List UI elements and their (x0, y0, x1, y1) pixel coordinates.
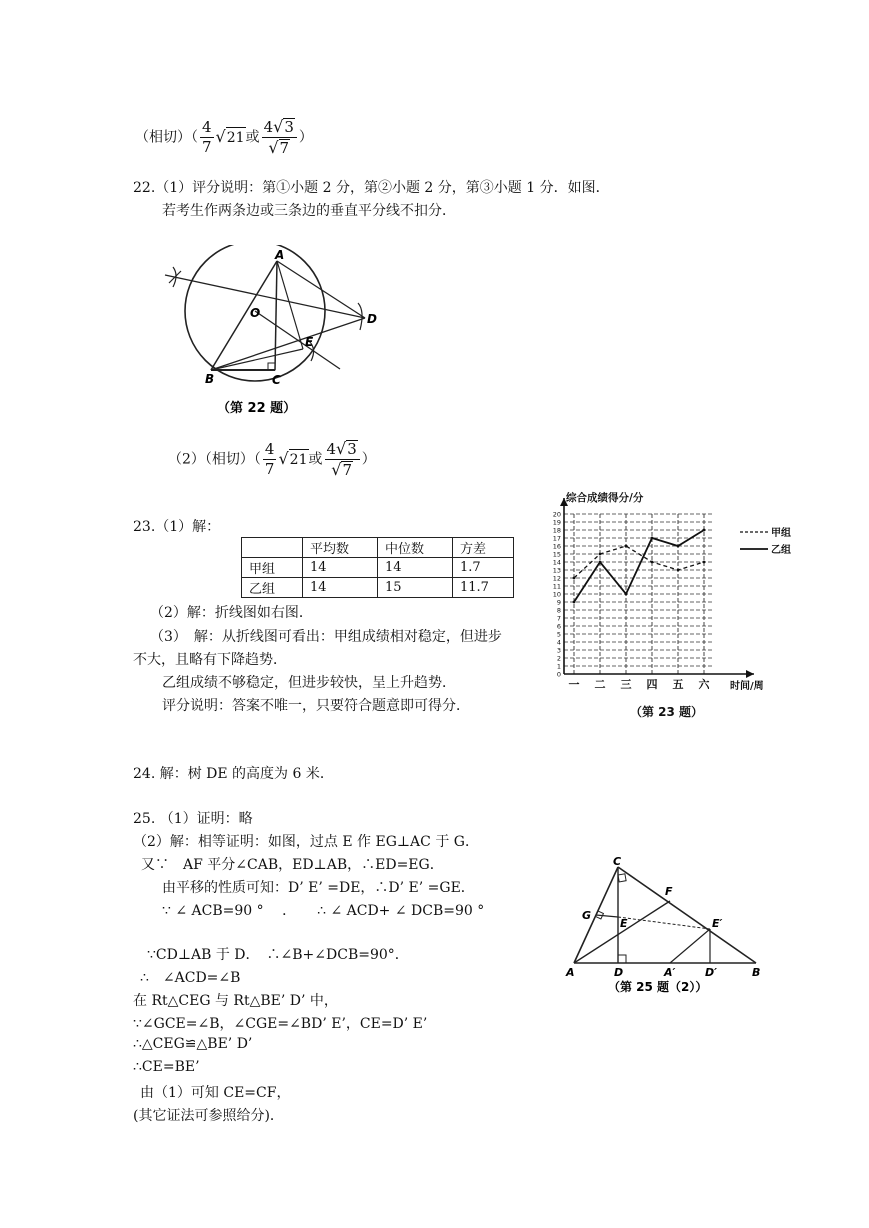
q22-caption: （第 22 题） (217, 401, 297, 416)
legend-label: 甲组 (771, 528, 791, 539)
q25-line-8: 在 Rt△CEG 与 Rt△BE’ D’ 中， (133, 993, 338, 1009)
data-point (651, 561, 654, 564)
label-c: C (613, 855, 622, 868)
y-tick-label: 11 (552, 582, 561, 591)
y-tick-label: 1 (556, 662, 561, 671)
radical-sign: √ (215, 126, 226, 146)
table-cell: 11.7 (453, 578, 514, 598)
q25-line-7: ∴ ∠ACD=∠B (140, 970, 241, 986)
q24-answer: 24. 解：树 DE 的高度为 6 米． (133, 766, 334, 782)
y-tick-label: 0 (556, 670, 561, 679)
table-cell: 1.7 (453, 558, 514, 578)
or-word: 或 (245, 129, 260, 146)
radicand-21: 21 (226, 127, 246, 148)
q25-line-10: ∴△CEG≌△BE’ D’ (133, 1036, 253, 1052)
q23-head: 23.（1）解： (133, 519, 221, 535)
data-point (573, 577, 576, 580)
q25-caption: （第 25 题（2）） (608, 980, 708, 994)
fraction-4root3-root7-b: $\frac{4√3}{√7}$ (325, 440, 360, 479)
data-point (703, 529, 706, 532)
x-axis-arrow (746, 670, 754, 678)
y-tick-label: 5 (556, 630, 561, 639)
data-point (599, 553, 602, 556)
label-e-prime: E′ (712, 917, 723, 930)
table-cell: 15 (378, 578, 453, 598)
y-tick-label: 9 (556, 598, 561, 607)
label-d-prime: D′ (705, 966, 718, 979)
data-point (677, 545, 680, 548)
chart-axes (560, 498, 754, 678)
q23-stats-table (241, 537, 514, 598)
q23-part3-line2: 不大，且略有下降趋势． (133, 652, 287, 668)
q25-line-11: ∴CE=BE’ (133, 1059, 200, 1075)
label-o: O (250, 306, 261, 320)
y-tick-label: 6 (556, 622, 561, 631)
tangent-suffix: ） (298, 129, 313, 146)
q23-line-chart (540, 488, 820, 728)
fraction-4-7-b: $\frac{4}{7}$ (264, 440, 275, 478)
y-tick-label: 2 (556, 654, 561, 663)
label-e: E (305, 335, 314, 349)
label-a: A (566, 966, 575, 979)
q22-part2-suffix: ） (361, 451, 376, 468)
x-tick-label: 三 (620, 678, 632, 691)
legend-label: 乙组 (771, 545, 791, 556)
q22-part2-prefix: （2）（相切）（ (168, 451, 261, 468)
x-tick-label: 六 (698, 678, 710, 691)
y-tick-label: 17 (552, 534, 561, 543)
table-cell: 甲组 (242, 558, 303, 578)
data-point (625, 545, 628, 548)
chart-labels (553, 491, 791, 719)
y-tick-label: 12 (552, 574, 561, 583)
q25-line-2: （2）解：相等证明：如图，过点 E 作 EG⊥AC 于 G． (133, 834, 479, 850)
data-point (599, 561, 602, 564)
q25-figure (560, 855, 770, 995)
y-tick-label: 4 (556, 638, 561, 647)
tangent-answer-line (135, 118, 313, 157)
q23-scoring: 评分说明：答案不唯一，只要符合题意即可得分． (162, 698, 470, 714)
label-d: D (367, 312, 377, 326)
y-tick-label: 20 (552, 510, 561, 519)
chart-title: 综合成绩得分/分 (566, 492, 644, 504)
data-point (651, 537, 654, 540)
x-axis-label: 时间/周 (730, 681, 764, 692)
or-word-b: 或 (308, 451, 323, 468)
label-d: D (614, 966, 624, 979)
radical-sign-b: √ (278, 448, 289, 468)
y-tick-label: 10 (552, 590, 561, 599)
table-row (242, 578, 514, 598)
data-point (625, 593, 628, 596)
table-cell: 14 (303, 578, 378, 598)
x-tick-label: 五 (672, 678, 684, 691)
q25-line-3: 又∵ AF 平分∠CAB，ED⊥AB，∴ED=EG． (141, 857, 444, 873)
q23-part3-line1: （3） 解：从折线图可看出：甲组成绩相对稳定，但进步 (150, 629, 502, 645)
q22-note: 若考生作两条边或三条边的垂直平分线不扣分． (162, 203, 456, 219)
q25-line-5: ∵ ∠ ACB=90 ° ． ∴ ∠ ACD+ ∠ DCB=90 ° (162, 903, 485, 919)
q23-part3-line3: 乙组成绩不够稳定，但进步较快，呈上升趋势． (162, 675, 456, 691)
y-tick-label: 13 (552, 566, 561, 575)
y-tick-label: 7 (556, 614, 561, 623)
fraction-4root3-root7: $\frac{4√3}{√7}$ (262, 118, 297, 157)
table-header-row (242, 538, 514, 558)
label-f: F (665, 885, 673, 898)
table-cell: 14 (378, 558, 453, 578)
x-tick-label: 四 (646, 678, 658, 691)
label-c: C (272, 373, 281, 387)
label-b: B (205, 372, 215, 386)
data-point (573, 601, 576, 604)
q25-line-12: 由（1）可知 CE=CF， (140, 1085, 291, 1101)
table-header-cell: 中位数 (378, 538, 453, 558)
q25-line-6: ∵CD⊥AB 于 D． ∴∠B+∠DCB=90°． (147, 947, 409, 963)
x-tick-label: 一 (568, 678, 580, 691)
data-point (703, 561, 706, 564)
y-tick-label: 19 (552, 518, 561, 527)
radicand-21-b: 21 (289, 449, 309, 470)
y-tick-label: 15 (552, 550, 561, 559)
y-tick-label: 16 (552, 542, 561, 551)
chart-lines (573, 529, 706, 604)
table-cell: 乙组 (242, 578, 303, 598)
q25-line-13: (其它证法可参照给分)． (133, 1108, 284, 1124)
y-tick-label: 18 (552, 526, 561, 535)
q22-head: 22.（1）评分说明：第①小题 2 分，第②小题 2 分，第③小题 1 分．如图． (133, 180, 610, 196)
label-b: B (752, 966, 761, 979)
table-header-cell (242, 538, 303, 558)
y-tick-label: 3 (556, 646, 561, 655)
label-g: G (582, 909, 592, 922)
table-header-cell: 平均数 (303, 538, 378, 558)
q22-part2-line (168, 440, 376, 479)
q25-line-9: ∵∠GCE=∠B，∠CGE=∠BD’ E’，CE=D’ E’ (133, 1016, 428, 1032)
y-tick-label: 8 (556, 606, 561, 615)
label-a-prime: A′ (664, 966, 676, 979)
q23-part2: （2）解：折线图如右图． (150, 605, 313, 621)
q25-line-1: 25. （1）证明：略 (133, 811, 253, 827)
label-a: A (275, 248, 285, 262)
q22-figure (155, 245, 395, 425)
y-tick-label: 14 (552, 558, 561, 567)
label-e: E (620, 917, 628, 930)
data-point (677, 569, 680, 572)
tangent-prefix: （相切）（ (135, 129, 198, 146)
table-cell: 14 (303, 558, 378, 578)
table-header-cell: 方差 (453, 538, 514, 558)
chart-caption: （第 23 题） (630, 705, 704, 719)
fraction-4-7: $\frac{4}{7}$ (202, 118, 212, 156)
x-tick-label: 二 (594, 678, 606, 691)
q25-line-4: 由平移的性质可知：D’ E’ =DE，∴D’ E’ =GE． (162, 880, 475, 896)
table-row (242, 558, 514, 578)
series-line-2 (574, 530, 704, 602)
